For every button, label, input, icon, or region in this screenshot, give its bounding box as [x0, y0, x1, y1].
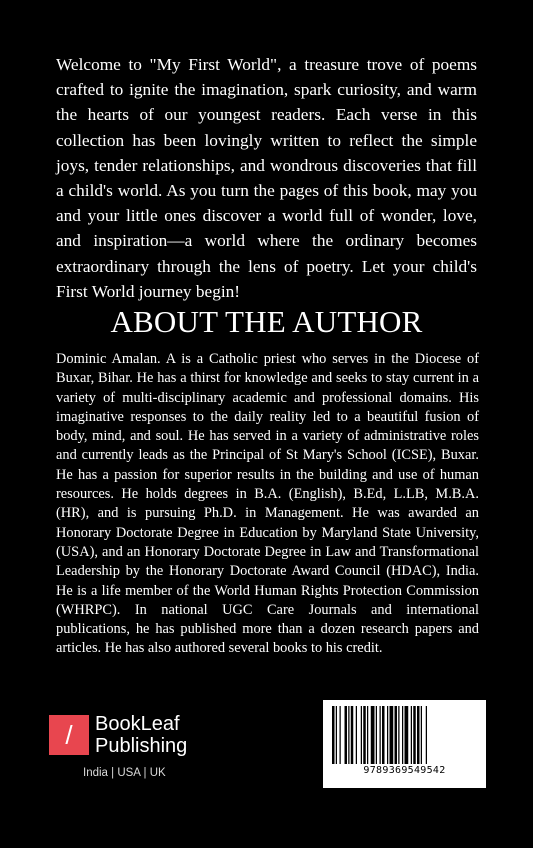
- publisher-block: [49, 715, 209, 785]
- barcode-bar: [376, 706, 377, 764]
- barcode-bar: [332, 706, 335, 764]
- barcode-bar: [371, 706, 375, 764]
- barcode-bar: [367, 706, 368, 764]
- barcode-bar: [356, 706, 357, 764]
- publisher-name-line1: BookLeaf: [95, 713, 180, 735]
- barcode-bar: [426, 706, 427, 764]
- publisher-countries: India | USA | UK: [83, 767, 166, 779]
- barcode-bar: [361, 706, 362, 764]
- barcode-bar: [417, 706, 420, 764]
- barcode-bar: [395, 706, 398, 764]
- isbn-barcode: [323, 700, 486, 788]
- barcode-bar: [336, 706, 337, 764]
- logo-slash: /: [65, 720, 73, 750]
- intro-paragraph: Welcome to "My First World", a treasure trove of poems crafted to ignite the imagination, spark curiosity, and warm the hearts of our youngest readers. Each verse in this collection has been lovingly written to reflect the simple joys, tender relationships, and wondrous discoveries that fill a child's world. As you turn the pages of this book, may you and your little ones discover a world full of wonder, love, and inspiration—a world where the ordinary becomes extraordinary through the lens of poetry. Let your child's First World journey begin!: [56, 55, 477, 301]
- barcode-bar: [348, 706, 349, 764]
- barcode-bar: [380, 706, 381, 764]
- publisher-name: [95, 713, 215, 757]
- publisher-name-line2: Publishing: [95, 735, 188, 757]
- barcode-bar: [351, 706, 354, 764]
- author-bio-paragraph: Dominic Amalan. A is a Catholic priest who serves in the Diocese of Buxar, Bihar. He has a thirst for knowledge and seeks to stay current in a variety of multi-disciplinary academic and professional domains. His imaginative responses to the daily reality led to a beautiful fusion of body, mind, and soul. He has served in a variety of administrative roles and currently leads as the Principal of St Mary's School (ICSE), Buxar. He has a passion for superior results in the building and use of human resources. He holds degrees in B.A. (English), B.Ed, L.LB, M.B.A. (HR), and is pursuing Ph.D. in Management. He was awarded an Honorary Doctorate Degree in Education by Maryland State University, (USA), and an Honorary Doctorate Degree in Law and Transformational Leadership by the Honorary Doctorate Award Council (HDAC), India. He is a life member of the World Human Rights Protection Commission (WHRPC). In national UGC Care Journals and international publications, he has published more than a dozen research papers and articles. He has also authored several books to his credit.: [56, 351, 479, 657]
- bookleaf-logo-icon: [49, 715, 89, 755]
- barcode-bar: [413, 706, 416, 764]
- isbn-number: 9789369549542: [363, 765, 446, 776]
- barcode-bar: [390, 706, 394, 764]
- barcode-bar: [421, 706, 422, 764]
- barcode-bar: [382, 706, 385, 764]
- barcode-bar: [411, 706, 412, 764]
- about-the-author-heading: ABOUT THE AUTHOR: [110, 304, 423, 339]
- barcode-bar: [340, 706, 341, 764]
- barcode-bar: [345, 706, 348, 764]
- barcode-bars: [331, 706, 478, 764]
- barcode-bar: [387, 706, 388, 764]
- barcode-bar: [363, 706, 366, 764]
- barcode-bar: [405, 706, 409, 764]
- barcode-bar: [398, 706, 399, 764]
- barcode-bar: [402, 706, 403, 764]
